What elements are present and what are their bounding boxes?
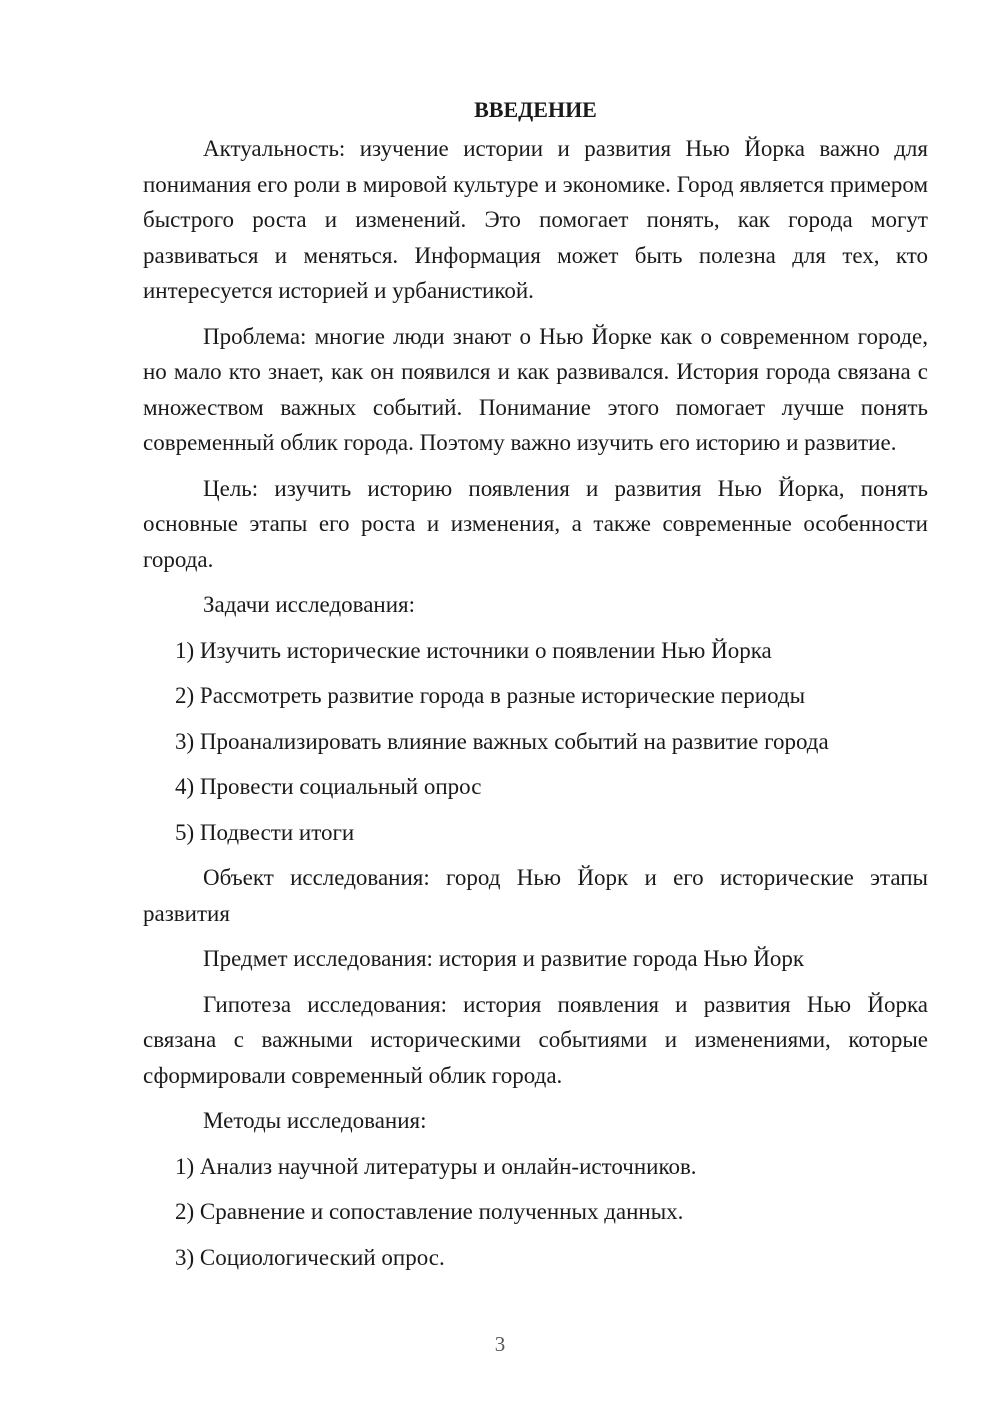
hypothesis-paragraph: Гипотеза исследования: история появления и развития Нью Йорка связана с важными историческими событиями и изменениями, которые сформировали современный облик города. <box>143 991 928 1088</box>
tasks-list <box>143 633 928 851</box>
methods-list <box>143 1149 928 1276</box>
page-number: 3 <box>494 1332 506 1356</box>
page-title: ВВЕДЕНИЕ <box>474 97 597 122</box>
relevance-paragraph: Актуальность: изучение истории и развития Нью Йорка важно для понимания его роли в мировой культуре и экономике. Город является примером быстрого роста и изменений. Это помогает понять, как города могут развиваться и меняться. Информация может быть полезна для тех, кто интересуется историей и урбанистикой. <box>143 136 928 303</box>
list-item: 1) Анализ научной литературы и онлайн-источников. <box>175 1153 697 1179</box>
list-item: 2) Сравнение и сопоставление полученных данных. <box>175 1199 684 1224</box>
document-page <box>143 92 928 1285</box>
list-item: 4) Провести социальный опрос <box>175 774 482 799</box>
list-item: 3) Социологический опрос. <box>175 1244 445 1270</box>
methods-heading: Методы исследования: <box>203 1108 427 1133</box>
list-item: 2) Рассмотреть развитие города в разные исторические периоды <box>175 683 806 708</box>
list-item: 5) Подвести итоги <box>175 819 355 845</box>
object-paragraph: Объект исследования: город Нью Йорк и его исторические этапы развития <box>143 865 928 926</box>
list-item: 1) Изучить исторические источники о появлении Нью Йорка <box>175 637 772 663</box>
list-item: 3) Проанализировать влияние важных событий на развитие города <box>175 728 829 754</box>
problem-paragraph: Проблема: многие люди знают о Нью Йорке как о современном городе, но мало кто знает, как он появился и как развивался. История города связана с множеством важных событий. Понимание этого помогает лучше понять современный облик города. Поэтому важно изучить его историю и развитие. <box>143 323 928 455</box>
tasks-heading: Задачи исследования: <box>203 592 416 617</box>
goal-paragraph: Цель: изучить историю появления и развития Нью Йорка, понять основные этапы его роста и изменения, а также современные особенности города. <box>143 475 928 572</box>
subject-paragraph: Предмет исследования: история и развитие города Нью Йорк <box>203 946 805 971</box>
